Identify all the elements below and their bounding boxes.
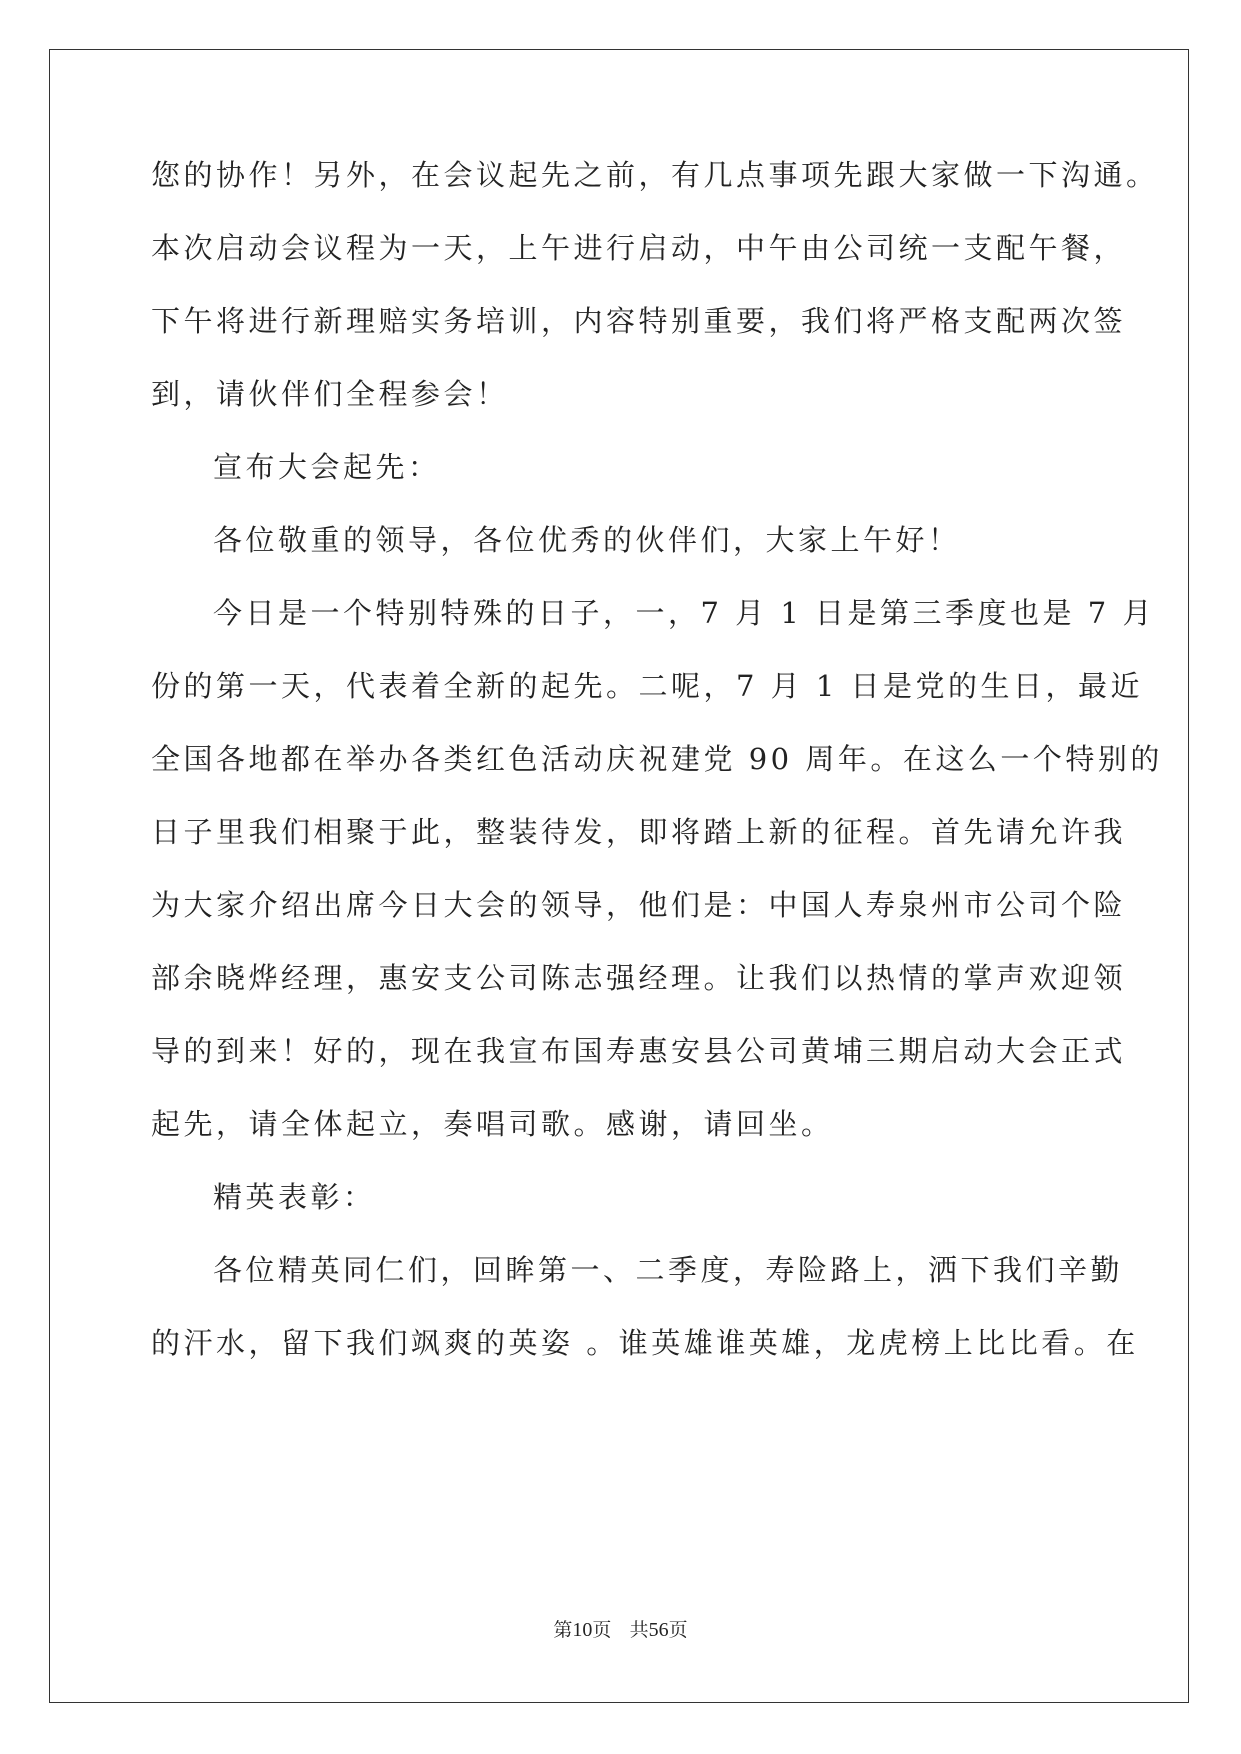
total-prefix: 共 [629,1619,649,1641]
text-line: 本次启动会议程为一天，上午进行启动，中午由公司统一支配午餐， [151,231,1127,265]
text-line: 部余晓烨经理，惠安支公司陈志强经理。让我们以热情的掌声欢迎领 [151,961,1127,995]
page-prefix: 第 [553,1619,573,1641]
section-heading: 宣布大会起先： [213,450,441,484]
paragraph-start: 各位精英同仁们，回眸第一、二季度，寿险路上，洒下我们辛勤 [213,1253,1124,1287]
text-line: 下午将进行新理赔实务培训，内容特别重要，我们将严格支配两次签 [151,304,1127,338]
text-line: 您的协作！另外，在会议起先之前，有几点事项先跟大家做一下沟通。 [151,158,1159,192]
text-line: 为大家介绍出席今日大会的领导，他们是：中国人寿泉州市公司个险 [151,888,1127,922]
text-line: 导的到来！好的，现在我宣布国寿惠安县公司黄埔三期启动大会正式 [151,1034,1127,1068]
text-line: 的汗水，留下我们飒爽的英姿 。谁英雄谁英雄，龙虎榜上比比看。在 [151,1326,1139,1360]
text-line: 全国各地都在举办各类红色活动庆祝建党 90 周年。在这么一个特别的 [151,742,1163,776]
section-heading: 精英表彰： [213,1180,376,1214]
total-pages: 56 [648,1619,669,1641]
page-suffix: 页 [592,1619,612,1641]
paragraph-start: 各位敬重的领导，各位优秀的伙伴们，大家上午好！ [213,523,961,557]
page-number: 10 [572,1619,593,1641]
page-footer [0,1618,1241,1642]
page-border [49,49,1189,1703]
paragraph-start: 今日是一个特别特殊的日子，一，7 月 1 日是第三季度也是 7 月 [213,596,1155,630]
text-line: 到，请伙伴们全程参会！ [151,377,509,411]
total-suffix: 页 [668,1619,688,1641]
text-line: 起先，请全体起立，奏唱司歌。感谢，请回坐。 [151,1107,834,1141]
text-line: 份的第一天，代表着全新的起先。二呢，7 月 1 日是党的生日，最近 [151,669,1144,703]
text-line: 日子里我们相聚于此，整装待发，即将踏上新的征程。首先请允许我 [151,815,1127,849]
